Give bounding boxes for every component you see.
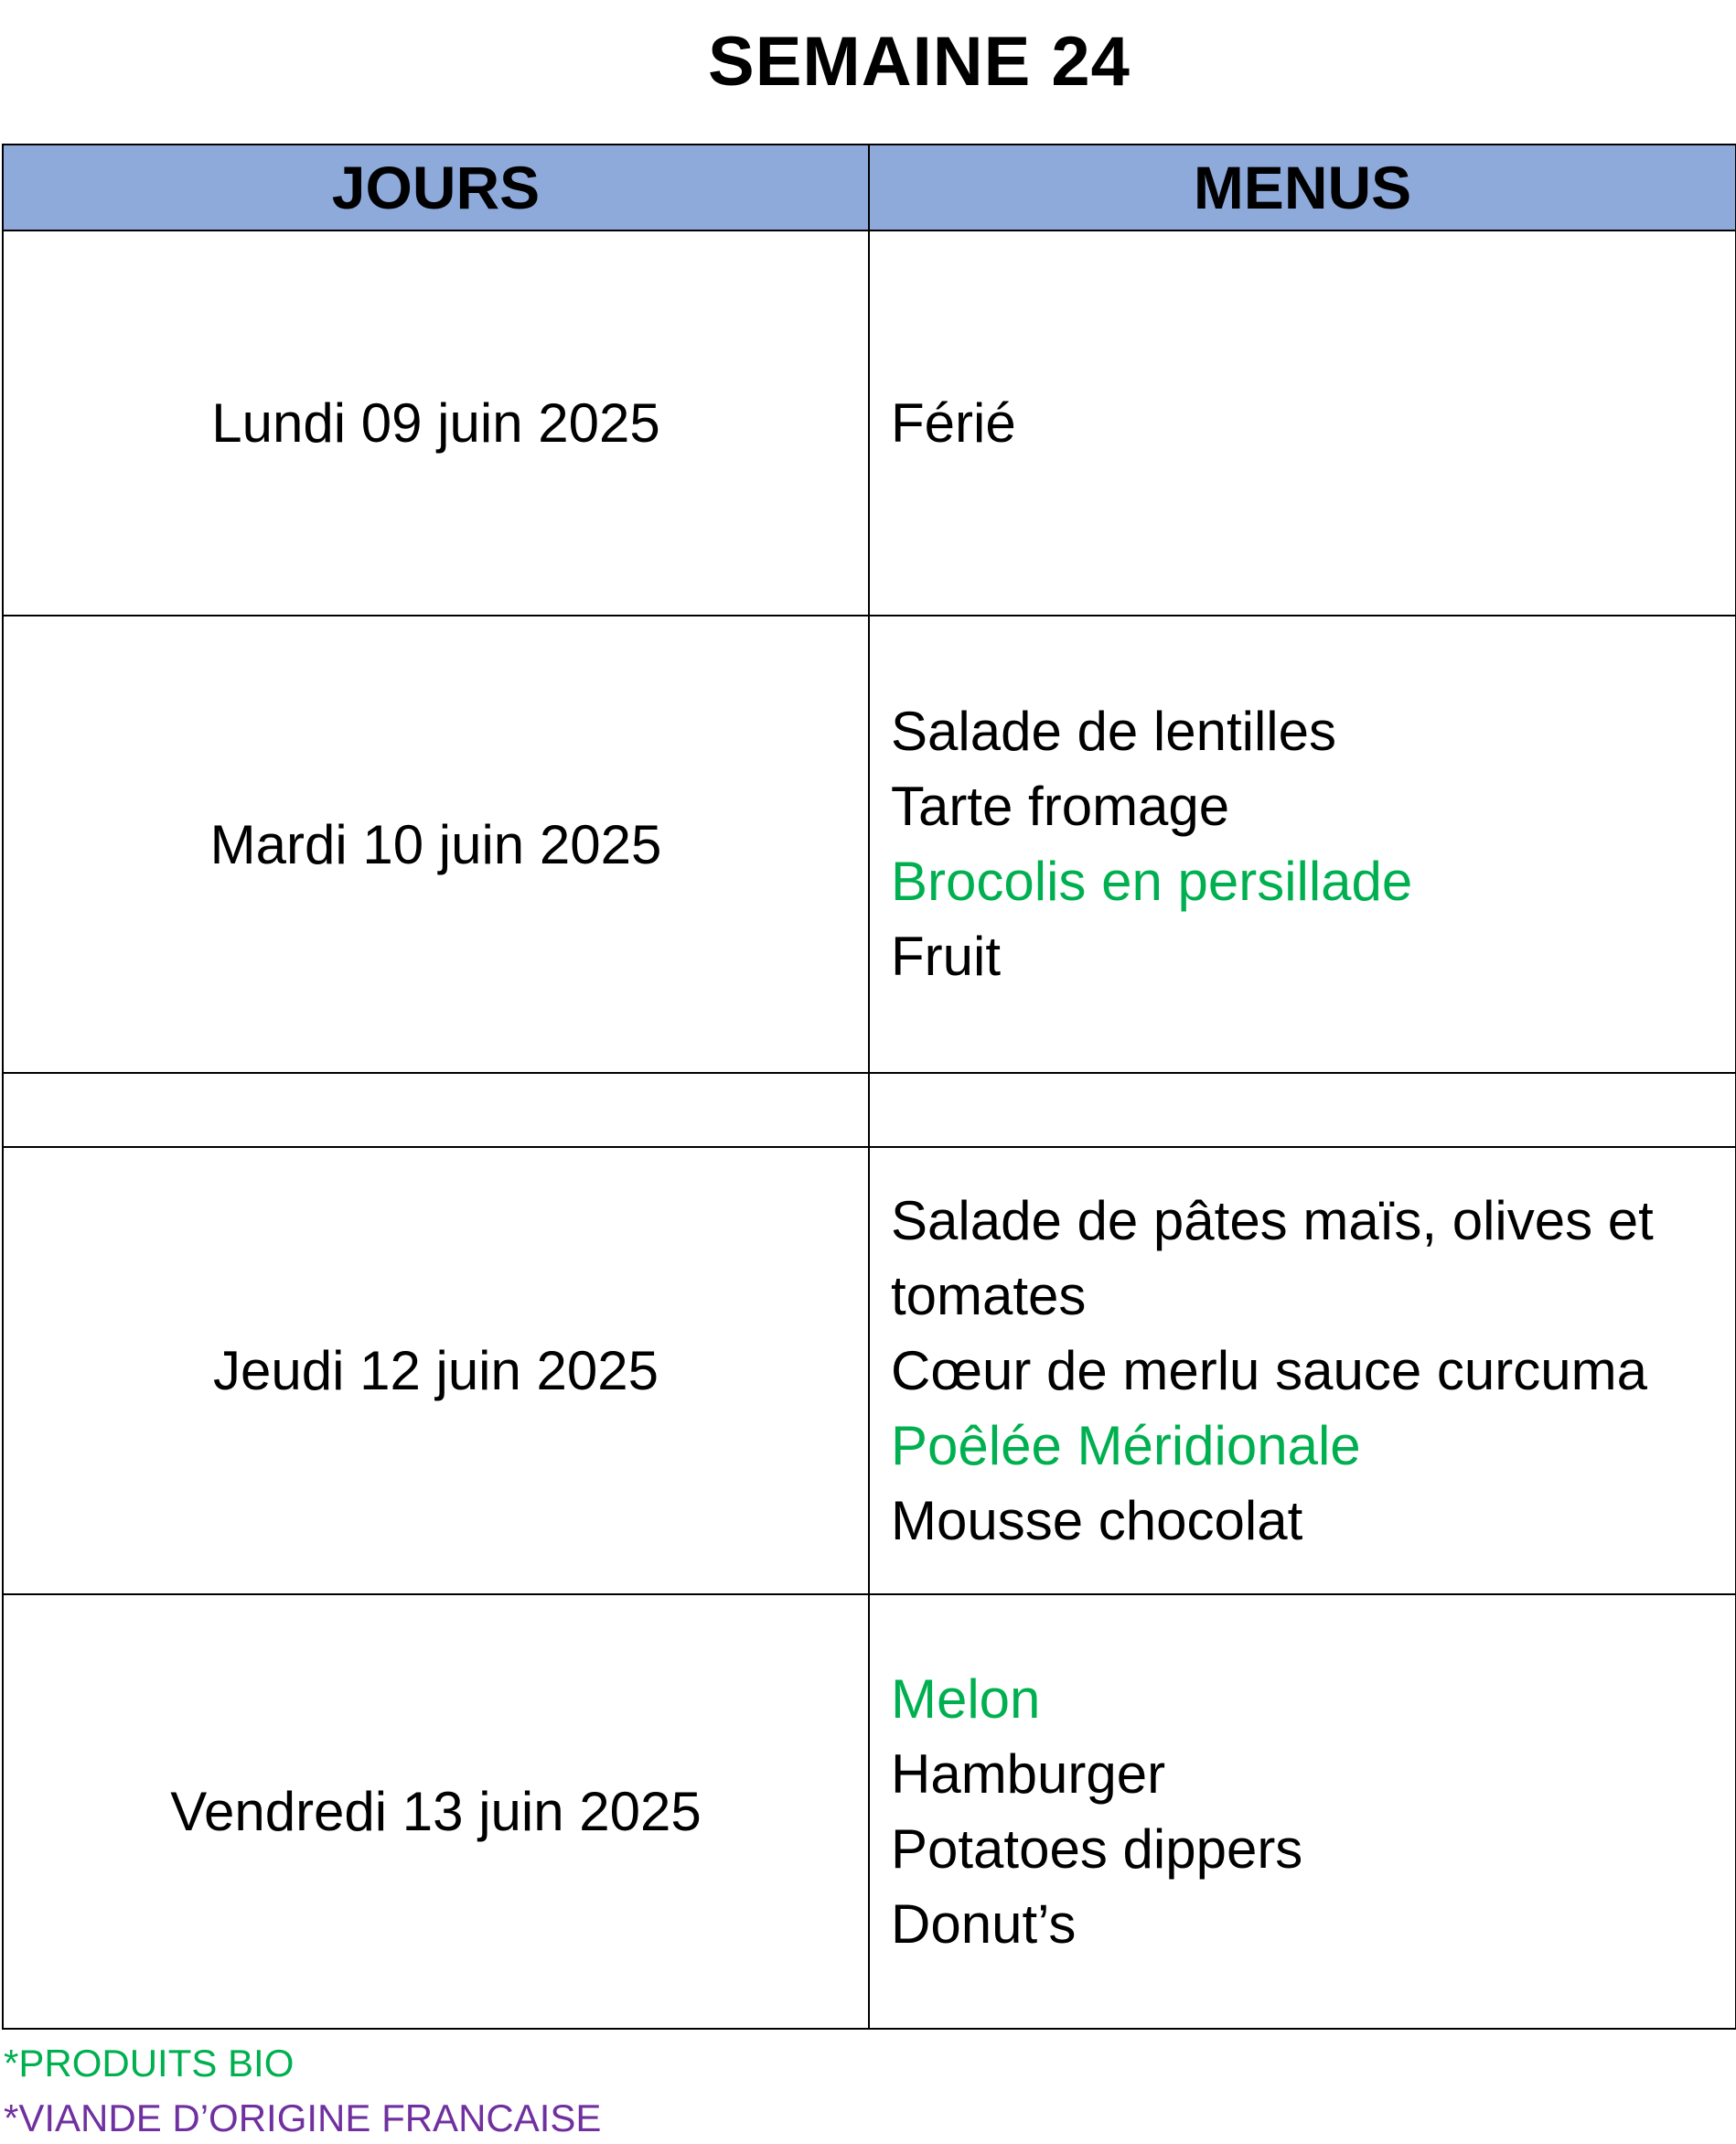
menu-item: Salade de pâtes maïs, olives et tomates — [891, 1189, 1654, 1326]
legend-bio-products: *PRODUITS BIO — [4, 2042, 295, 2085]
header-menus: MENUS — [869, 145, 1736, 230]
page-title: SEMAINE 24 — [708, 23, 1131, 101]
table-row — [3, 1147, 1736, 1594]
menu-item: Salade de lentilles — [891, 701, 1337, 762]
menu-item: Potatoes dippers — [891, 1817, 1303, 1880]
menu-item: Hamburger — [891, 1742, 1166, 1805]
menu-item: Férié — [891, 391, 1016, 454]
menu-cell-friday — [869, 1594, 1736, 2029]
menu-item: Fruit — [891, 926, 1001, 987]
day-cell-friday: Vendredi 13 juin 2025 — [3, 1594, 869, 2029]
day-cell-thursday: Jeudi 12 juin 2025 — [3, 1147, 869, 1594]
weekly-menu-table — [2, 144, 1736, 2030]
table-row — [3, 616, 1736, 1073]
menu-cell-thursday — [869, 1147, 1736, 1594]
menu-item-bio: Melon — [891, 1667, 1041, 1730]
menu-cell-empty — [869, 1073, 1736, 1147]
table-header-row — [3, 145, 1736, 230]
menu-item: Donut’s — [891, 1892, 1077, 1955]
day-cell-monday: Lundi 09 juin 2025 — [3, 230, 869, 616]
menu-item-bio: Poêlée Méridionale — [891, 1414, 1361, 1476]
menu-item: Tarte fromage — [891, 776, 1230, 837]
table-row-empty — [3, 1073, 1736, 1147]
legend-french-meat: *VIANDE D’ORIGINE FRANCAISE — [4, 2096, 602, 2139]
day-cell-tuesday: Mardi 10 juin 2025 — [3, 616, 869, 1073]
day-cell-empty — [3, 1073, 869, 1147]
menu-item-bio: Brocolis en persillade — [891, 851, 1413, 912]
table-row — [3, 230, 1736, 616]
menu-item: Cœur de merlu sauce curcuma — [891, 1339, 1647, 1401]
menu-cell-monday — [869, 230, 1736, 616]
header-days: JOURS — [3, 145, 869, 230]
menu-item: Mousse chocolat — [891, 1489, 1303, 1551]
table-row — [3, 1594, 1736, 2029]
menu-cell-tuesday — [869, 616, 1736, 1073]
